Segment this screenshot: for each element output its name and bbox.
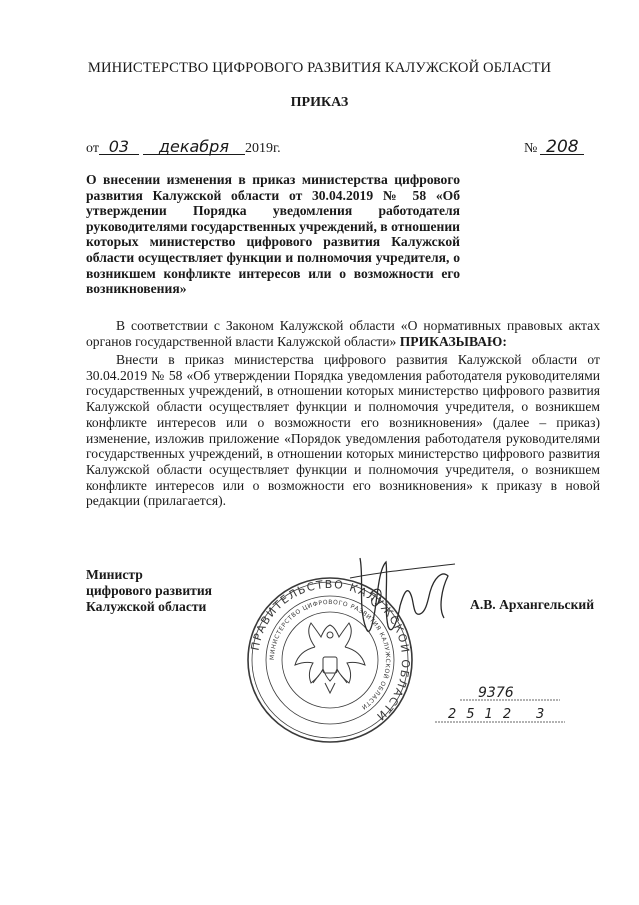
ministry-name: МИНИСТЕРСТВО ЦИФРОВОГО РАЗВИТИЯ КАЛУЖСКОЙ ОБЛАСТИ [87, 60, 552, 76]
date-prefix: от [86, 141, 99, 156]
order-subject: О внесении изменения в приказ министерства цифрового развития Калужской области от 30.04.2019 № 58 «Об утверждении Порядка уведомления работодателя руководителями государственных учреждений, в отношении которых министерство цифрового развития Калужской области осуществляет функции и полномочия учредителя, о возникшем конфликте интересов или о возможности его возникновения» [86, 172, 460, 297]
date-day: 03 [99, 140, 139, 155]
number-prefix: № [524, 141, 538, 156]
order-number [524, 137, 584, 157]
preamble-text: В соответствии с Законом Калужской области «О нормативных правовых актах органов государственной власти Калужской области» [86, 318, 600, 349]
signer-name: А.В. Архангельский [470, 597, 595, 612]
seal-inner-text: МИНИСТЕРСТВО ЦИФРОВОГО РАЗВИТИЯ КАЛУЖСКОЙ ОБЛАСТИ [268, 598, 392, 711]
handwritten-signature [330, 548, 460, 668]
registration-number: 9376 [478, 685, 514, 701]
registration-date [448, 707, 521, 722]
order-body-paragraph: Внести в приказ министерства цифрового развития Калужской области от 30.04.2019 № 58 «Об утверждении Порядка уведомления работодателя руководителями государственных учреждений, в отношении которых министерство цифрового развития Калужской области осуществляет функции и полномочия учредителя, о возникшем конфликте интересов или о возможности его возникновения» (далее – приказ) изменение, изложив приложение «Порядок уведомления работодателя руководителями государственных учреждений, в отношении которых министерство цифрового развития Калужской области осуществляет функции и полномочия учредителя, о возникшем конфликте интересов или о возможности его возникновения» к приказу в новой редакции (прилагается). [86, 352, 600, 509]
date-month: декабря [143, 140, 245, 155]
document-type: ПРИКАЗ [290, 95, 349, 110]
seal-outer-text: ПРАВИТЕЛЬСТВО КАЛУЖСКОЙ ОБЛАСТИ [248, 577, 413, 724]
signer-title-line: Калужской области [86, 599, 207, 614]
date-year: 2019г. [244, 141, 281, 156]
preamble-paragraph [86, 318, 600, 350]
order-directive: ПРИКАЗЫВАЮ: [399, 333, 507, 349]
signer-title-line: цифрового развития [86, 583, 213, 598]
signer-title-line: Министр [86, 567, 143, 582]
registration-day: 25 [448, 707, 485, 722]
registration-month: 12 [484, 707, 522, 722]
signer-title [86, 567, 212, 615]
order-date [86, 137, 281, 157]
registration-page: 3 [536, 707, 545, 722]
number-value: 208 [540, 140, 584, 155]
